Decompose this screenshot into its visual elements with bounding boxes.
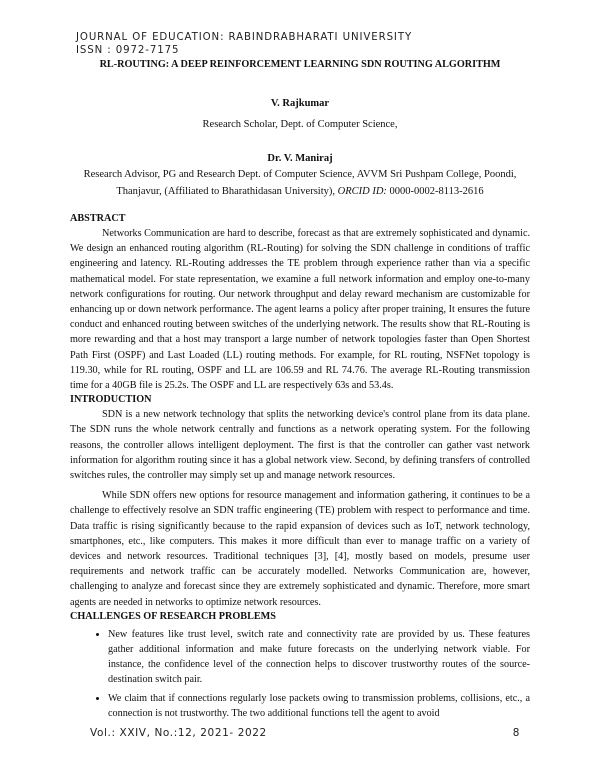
challenges-heading: CHALLENGES OF RESEARCH PROBLEMS [70, 610, 276, 622]
page-number: 8 [512, 727, 520, 739]
abstract-text: Networks Communication are hard to describe, forecast as that are extremely sophisticated and dynamic. We design an enhanced routing algorithm (RL-Routing) for solving the SDN challenge in conditions of traffic engineering and latency. RL-Routing addresses the TE problem through experience rather than via a specific mathematical model. For state representation, we examine a full network information and employ one-to-many network configurations for routing. Our network throughput and delay reward mechanism are customizable for enhancing up or down network performance. The agent learns a policy after proper training, It ensures the future conduct and enhanced routing between switches of the underlying network. The results show that RL-Routing is more rewarding and that a host may transport a large number of network topologies faster than Open Shortest Path First (OSPF) and Last Loaded (LL) routing methods. For example, for RL routing, NSFNet topology is 119.30, while for RL routing, OSPF and LL are 106.59 and RL 74.76. The average RL-Routing transmission time for a 40GB file is 25.2s. The OSPF and LL are respectively 63s and 53.4s. [70, 228, 531, 392]
journal-name: JOURNAL OF EDUCATION: RABINDRABHARATI UNIVERSITY [76, 32, 413, 43]
author2-affiliation-block [70, 166, 530, 200]
main-content [70, 212, 530, 724]
abstract-heading: ABSTRACT [70, 213, 126, 224]
list-item: • New features like trust level, switch rate and connectivity rate are provided by us. These features gather additional information and make future forecasts on the underlying network viable. For instance, the confidence level of the connection helps to discover trustworthy routes of the source-destination switch pair. [108, 627, 530, 688]
page-footer [90, 727, 520, 739]
journal-header [76, 31, 412, 57]
list-item: • We claim that if connections regularly lose packets owing to transmission problems, collisions, etc., a connection is not trustworthy. The two additional functions tell the agent to avoid [108, 691, 530, 721]
challenges-list [70, 627, 530, 721]
introduction-paragraph-1: SDN is a new network technology that splits the networking device's control plane from its data plane. The SDN runs the whole network centrally and functions as a network operating system. For the following reasons, the controller allows intelligent deployment. The first is that the controller can gather vast network information for algorithm routing since it has a global network view. Second, by defining transfers of controlled switches rules, the controller may simply set up and manage network resources. [70, 409, 530, 482]
footer-volume: Vol.: XXIV, No.:12, 2021- 2022 [90, 727, 267, 739]
paper-title: RL-ROUTING: A DEEP REINFORCEMENT LEARNING SDN ROUTING ALGORITHM [99, 59, 501, 70]
author2-affiliation: Research Advisor, PG and Research Dept. of Computer Science, AVVM Sri Pushpam College, Poondi, Thanjavur, (Affiliated to Bharathidasan University), [83, 169, 517, 197]
author2-name: Dr. V. Maniraj [267, 153, 333, 164]
introduction-paragraph-2: While SDN offers new options for resource management and information gathering, it continues to be a challenge to effectively resolve an SDN traffic engineering (TE) problem with respect to performance and time. Data traffic is rising significantly because to the rapid expansion of devices such as IoT, network technology, smartphones, etc., like computers. This makes it more difficult than ever to manage traffic on a variety of devices and network resources. Traditional techniques [3], [4], mostly based on models, presume user requirements and network traffic can be accurately modelled. Networks Communication are, however, challenging to analyze and forecast since they are extremely sophisticated and dynamic. Therefore, more smart agents are needed in networks to optimize network resources. [70, 490, 530, 608]
introduction-heading: INTRODUCTION [70, 394, 152, 406]
author1-name: V. Rajkumar [270, 98, 330, 109]
orcid-label: ORCID ID: [337, 186, 387, 197]
orcid-value: 0000-0002-8113-2616 [389, 186, 484, 197]
author1-affiliation: Research Scholar, Dept. of Computer Science, [202, 119, 398, 130]
journal-issn: ISSN : 0972-7175 [76, 45, 180, 56]
